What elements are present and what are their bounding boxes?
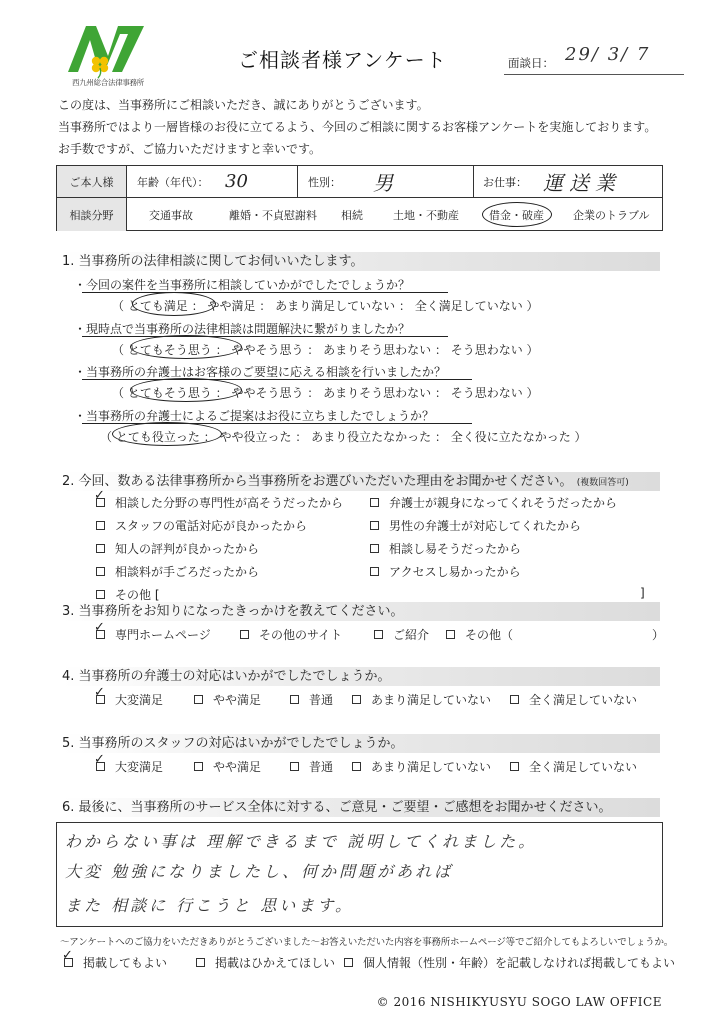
checkbox[interactable]	[370, 544, 379, 553]
choice-row[interactable]: （ とても役立った ： やや役立った ： あまり役立たなかった ： 全く役に立たなかった ）	[100, 430, 587, 444]
handwritten-answer: また 相談に 行こうと 思います。	[65, 896, 354, 915]
checkbox[interactable]	[290, 695, 299, 704]
profile-row	[57, 198, 662, 231]
checkbox-option[interactable]	[194, 758, 261, 775]
checkbox-option[interactable]	[290, 758, 333, 775]
checkbox-option[interactable]	[96, 586, 160, 603]
checkbox-label: 相談料が手ごろだったから	[115, 565, 260, 579]
person-label: ご本人様	[57, 166, 127, 197]
checkbox[interactable]	[344, 958, 353, 967]
checkbox-label: 相談し易そうだったから	[389, 542, 522, 556]
checkbox[interactable]	[96, 521, 105, 530]
field-option[interactable]: 相続	[341, 208, 363, 222]
question-heading: 6. 最後に、当事務所のサービス全体に対する、ご意見・ご要望・ご感想をお聞かせください。	[62, 798, 660, 817]
checkbox-option[interactable]	[240, 626, 342, 643]
checkbox[interactable]	[370, 521, 379, 530]
checkbox-option[interactable]	[370, 494, 617, 511]
underline	[82, 292, 448, 293]
checkbox-option[interactable]	[344, 954, 675, 971]
job-value[interactable]: 運送業	[543, 171, 621, 195]
checkbox[interactable]	[446, 630, 455, 639]
profile-row	[57, 166, 662, 198]
selection-circle	[482, 202, 552, 227]
checkbox-option[interactable]	[370, 563, 521, 580]
checkbox-label: 全く満足していない	[529, 760, 638, 774]
checkbox[interactable]	[370, 498, 379, 507]
intro-line: この度は、当事務所にご相談いただき、誠にありがとうございます。	[58, 98, 429, 112]
checkbox[interactable]	[374, 630, 383, 639]
choice-row[interactable]: （ とてもそう思う ： ややそう思う ： あまりそう思わない ： そう思わない ）	[112, 343, 539, 357]
checkbox-label: 掲載してもよい	[83, 956, 168, 970]
question-text: ・現時点で当事務所の法律相談は問題解決に繋がりましたか？	[74, 322, 411, 336]
checkbox-option[interactable]	[370, 517, 581, 534]
checkbox-label: 弁護士が親身になってくれそうだったから	[389, 496, 618, 510]
checkbox[interactable]	[510, 695, 519, 704]
checkbox-label: 男性の弁護士が対応してくれたから	[389, 519, 582, 533]
checkbox-option[interactable]	[96, 758, 163, 775]
checkbox-label: 全く満足していない	[529, 693, 638, 707]
question-text: ・今回の案件を当事務所に相談していかがでしたでしょうか？	[74, 278, 411, 292]
checkbox[interactable]	[370, 567, 379, 576]
checkbox[interactable]	[240, 630, 249, 639]
question-heading: 1. 当事務所の法律相談に関してお伺いいたします。	[62, 252, 660, 271]
checkbox-label: その他（	[465, 628, 514, 642]
checkbox[interactable]	[196, 958, 205, 967]
checkbox-label: アクセスし易かったから	[389, 565, 521, 579]
checkbox-option[interactable]	[96, 563, 259, 580]
multi-answer-note: (複数回答可)	[576, 478, 629, 488]
handwritten-answer: 大変 勉強になりましたし、何か問題があれば	[65, 862, 454, 881]
field-option-selected[interactable]: 借金・破産	[489, 208, 544, 222]
checkbox[interactable]	[352, 762, 361, 771]
age-label: 年齢（年代）：	[137, 175, 209, 189]
checkbox-option[interactable]	[446, 626, 513, 643]
question-heading: 4. 当事務所の弁護士の対応はいかがでしたでしょうか。	[62, 667, 660, 686]
job-label: お仕事：	[483, 175, 527, 189]
gender-value[interactable]: 男	[373, 171, 393, 195]
age-value[interactable]: 30	[225, 171, 248, 192]
selection-circle	[132, 292, 216, 316]
checkbox-label: やや満足	[213, 760, 262, 774]
copyright: © 2016 NISHIKYUSYU SOGO LAW OFFICE	[376, 995, 662, 1009]
checkbox-label: 知人の評判が良かったから	[115, 542, 260, 556]
checkbox-option[interactable]	[194, 691, 261, 708]
checkbox-label: その他 [	[115, 588, 160, 602]
checkbox[interactable]	[96, 544, 105, 553]
checkbox-label: ご紹介	[393, 628, 430, 642]
checkbox-option[interactable]	[96, 517, 307, 534]
checkbox[interactable]	[352, 695, 361, 704]
check-mark-icon: ✓	[94, 685, 105, 700]
profile-table	[56, 165, 663, 231]
date-underline	[504, 74, 684, 75]
checkbox-option[interactable]	[510, 758, 637, 775]
question-heading-text: 2. 今回、数ある法律事務所から当事務所をお選びいただいた理由をお聞かせください。	[62, 474, 573, 489]
question-heading	[62, 472, 660, 491]
question-heading: 3. 当事務所をお知りになったきっかけを教えてください。	[62, 602, 660, 621]
underline	[82, 336, 448, 337]
checkbox-label: やや満足	[213, 693, 262, 707]
checkbox-label: スタッフの電話対応が良かったから	[115, 519, 308, 533]
choice-row[interactable]: （ とても満足 ： やや満足 ： あまり満足していない ： 全く満足していない ）	[112, 299, 539, 313]
date-value: 29/ 3/ 7	[565, 44, 651, 65]
checkbox-option[interactable]	[374, 626, 429, 643]
question-text: ・当事務所の弁護士によるご提案はお役に立ちましたでしょうか？	[74, 409, 435, 423]
selection-circle	[130, 335, 242, 359]
checkbox-label: 個人情報（性別・年齢）を記載しなければ掲載してもよい	[363, 956, 676, 970]
checkbox-option[interactable]	[352, 691, 491, 708]
field-option[interactable]: 企業のトラブル	[573, 208, 650, 222]
checkbox-label: あまり満足していない	[371, 760, 492, 774]
divider	[473, 166, 474, 197]
checkbox-option[interactable]	[510, 691, 637, 708]
gender-label: 性別：	[308, 175, 341, 189]
checkbox-option[interactable]	[64, 954, 167, 971]
field-label: 相談分野	[57, 198, 127, 231]
check-mark-icon: ✓	[94, 752, 105, 767]
checkbox-option[interactable]	[196, 954, 335, 971]
question-text: ・当事務所の弁護士はお客様のご要望に応える相談を行いましたか？	[74, 365, 447, 379]
handwritten-answer: わからない事は 理解できるまで 説明してくれました。	[65, 832, 538, 851]
bracket-close: ）	[652, 628, 665, 642]
field-option[interactable]: 交通事故	[149, 208, 193, 222]
field-option[interactable]: 離婚・不貞慰謝料	[229, 208, 317, 222]
choice-row[interactable]: （ とてもそう思う ： ややそう思う ： あまりそう思わない ： そう思わない ）	[112, 386, 539, 400]
check-mark-icon: ✓	[94, 620, 105, 635]
check-mark-icon: ✓	[62, 948, 73, 963]
divider	[297, 166, 298, 197]
checkbox-label: 相談した分野の専門性が高そうだったから	[115, 496, 344, 510]
checkbox-option[interactable]	[96, 540, 259, 557]
intro-line: 当事務所ではより一層皆様のお役に立てるよう、今回のご相談に関するお客様アンケートを実施しております。	[58, 120, 657, 134]
checkbox-option[interactable]	[370, 540, 521, 557]
checkbox-label: 大変満足	[115, 760, 164, 774]
checkbox-label: 専門ホームページ	[115, 628, 211, 642]
checkbox[interactable]	[96, 567, 105, 576]
checkbox-option[interactable]	[96, 691, 163, 708]
date-label: 面談日：	[508, 56, 554, 70]
bracket-close: ]	[640, 586, 645, 600]
checkbox-label: 大変満足	[115, 693, 164, 707]
checkbox[interactable]	[194, 762, 203, 771]
selection-circle	[112, 422, 222, 446]
checkbox-option[interactable]	[290, 691, 333, 708]
checkbox[interactable]	[96, 590, 105, 599]
field-option[interactable]: 土地・不動産	[393, 208, 459, 222]
checkbox-option[interactable]	[352, 758, 491, 775]
underline	[82, 379, 472, 380]
check-mark-icon: ✓	[94, 488, 105, 503]
checkbox[interactable]	[510, 762, 519, 771]
intro-line: お手数ですが、ご協力いただけますと幸いです。	[58, 142, 322, 156]
checkbox-option[interactable]	[96, 494, 343, 511]
checkbox-label: その他のサイト	[259, 628, 343, 642]
clover-icon	[92, 57, 108, 78]
checkbox-option[interactable]	[96, 626, 211, 643]
publish-permission-note: ～アンケートへのご協力をいただきありがとうございました～お答えいただいた内容を事務所ホームページ等でご紹介してもよろしいでしょうか。	[60, 937, 674, 948]
checkbox-label: 掲載はひかえてほしい	[215, 956, 336, 970]
page-title: ご相談者様アンケート	[238, 48, 447, 72]
checkbox[interactable]	[194, 695, 203, 704]
selection-circle	[130, 378, 242, 402]
checkbox-label: 普通	[309, 693, 334, 707]
firm-name: 西九州総合法律事務所	[72, 78, 144, 87]
checkbox-label: 普通	[309, 760, 334, 774]
checkbox-label: あまり満足していない	[371, 693, 492, 707]
checkbox[interactable]	[290, 762, 299, 771]
question-heading: 5. 当事務所のスタッフの対応はいかがでしたでしょうか。	[62, 734, 660, 753]
comment-textarea[interactable]	[56, 822, 663, 927]
